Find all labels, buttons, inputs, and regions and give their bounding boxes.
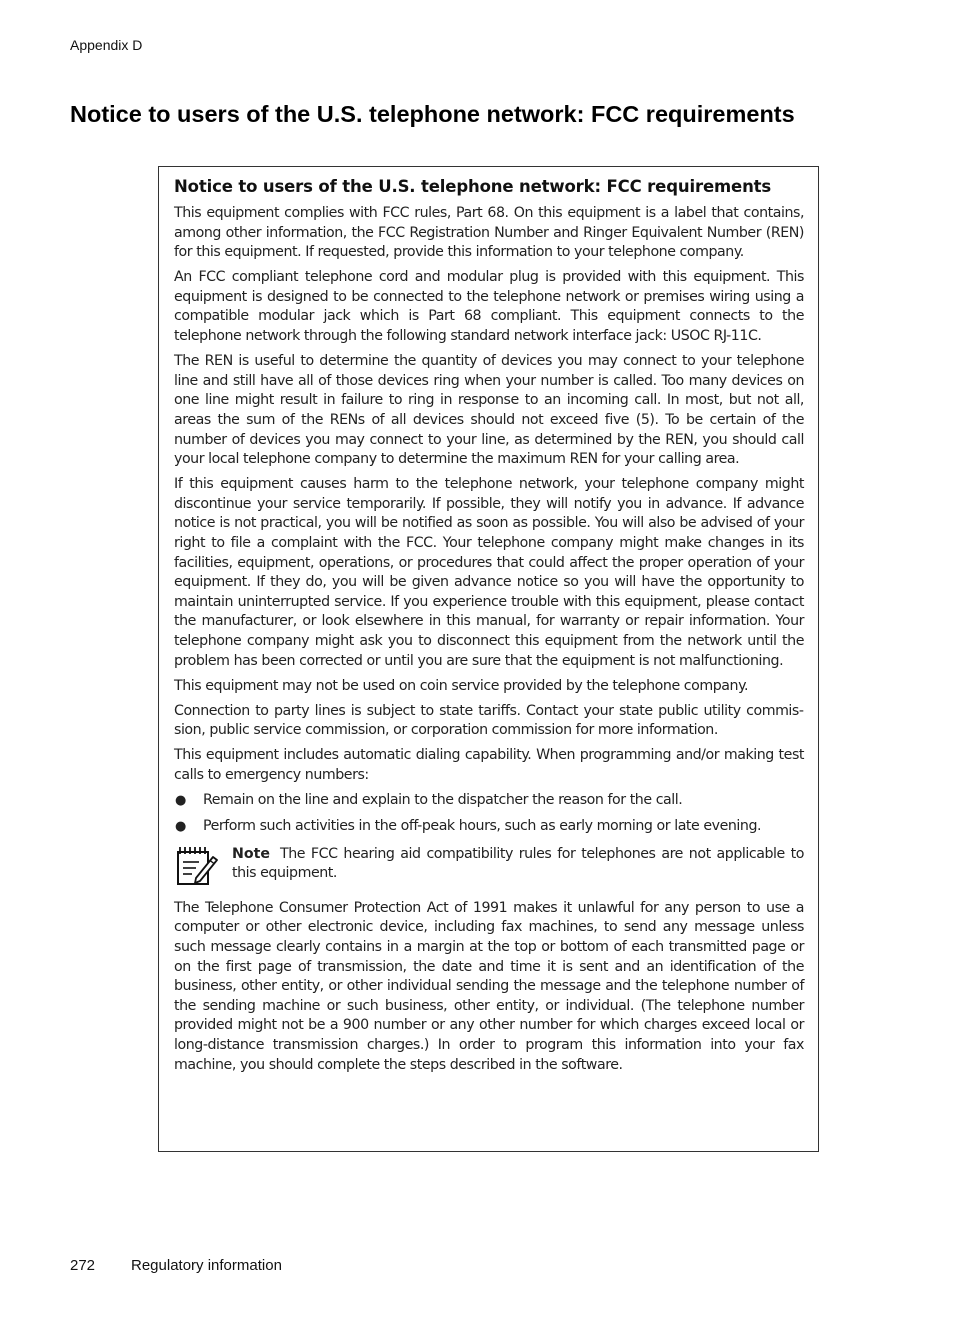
paragraph: The Telephone Consumer Protection Act of 1991 makes it unlawful for any person to use a computer or other electronic device, including fax machines, to send any message unless such message clearly contains in a margin at the top or bottom of each transmitted page or on the first page of transmission, the date and time it is sent and an identification of the business, other entity, or other individual sending the message and the telephone number of the sending machine or such business, other entity, or individual. (The telephone number provided might not be a 900 number or any other number for which charges exceed local or long-distance transmission charges.) In order to program this information into your fax machine, you should complete the steps described in the software. [174,899,804,1073]
note-label: Note [232,845,271,862]
box-title: Notice to users of the U.S. telephone network: FCC requirements [174,177,772,196]
page-footer [70,1257,282,1274]
note-callout [174,845,804,889]
list-item [174,791,804,811]
list-item [174,817,804,837]
running-head: Appendix D [70,37,143,53]
bullet-icon: ● [175,819,186,835]
bullet-icon: ● [175,793,186,809]
paragraph: An FCC compliant telephone cord and modular plug is provided with this equipment. This equipment is designed to be connected to the telephone network or premises wiring using a compatible modular jack which is Part 68 compliant. This equipment connects to the telephone network through the following standard network interface jack: USOC RJ-11C. [174,269,804,345]
note-text: The FCC hearing aid compatibility rules for telephones are not applicable to this equipment. [232,845,804,882]
list-item-text: Remain on the line and explain to the dispatcher the reason for the call. [203,792,683,809]
bullet-list [174,791,804,837]
page-number: 272 [70,1257,96,1274]
note-pencil-icon [174,845,218,887]
page-title: Notice to users of the U.S. telephone network: FCC requirements [70,101,795,127]
paragraph: The REN is useful to determine the quantity of devices you may connect to your telephone line and still have all of those devices ring when your number is called. Too many devices on one line might result in failure to ring in response to an incoming call. In most, but not all, areas the sum of the RENs of all devices should not exceed five (5). To be certain of the number of devices you may connect to your line, as determined by the REN, you should call your local telephone company to determine the maximum REN for your calling area. [174,353,804,468]
paragraph: Connection to party lines is subject to state tariffs. Contact your state public utility commission, public service commission, or corporation commission for more information. [174,702,804,739]
list-item-text: Perform such activities in the off-peak hours, such as early morning or late evening. [203,818,762,835]
footer-section: Regulatory information [131,1257,282,1274]
paragraph: This equipment includes automatic dialing capability. When programming and/or making test calls to emergency numbers: [174,747,804,784]
fcc-notice-box [158,166,819,1152]
paragraph: If this equipment causes harm to the telephone network, your telephone company might discontinue your service temporarily. If possible, they will notify you in advance. If advance notice is not practical, you will be notified as soon as possible. You will also be advised of your right to file a complaint with the FCC. Your telephone company might make changes in its facilities, equipment, operations, or procedures that could affect the proper operation of your equipment. If they do, you will be given advance notice so you will have the opportunity to maintain uninterrupted service. If you experience trouble with this equipment, please contact the manufacturer, or look elsewhere in this manual, for warranty or repair information. Your telephone company might ask you to disconnect this equipment from the network until the problem has been corrected or until you are sure that the equipment is not malfunctioning. [174,476,804,669]
paragraph: This equipment complies with FCC rules, Part 68. On this equipment is a label that contains, among other information, the FCC Registration Number and Ringer Equivalent Number (REN) for this equipment. If requested, provide this information to your telephone company. [174,205,804,261]
paragraph: This equipment may not be used on coin service provided by the telephone company. [174,677,749,694]
